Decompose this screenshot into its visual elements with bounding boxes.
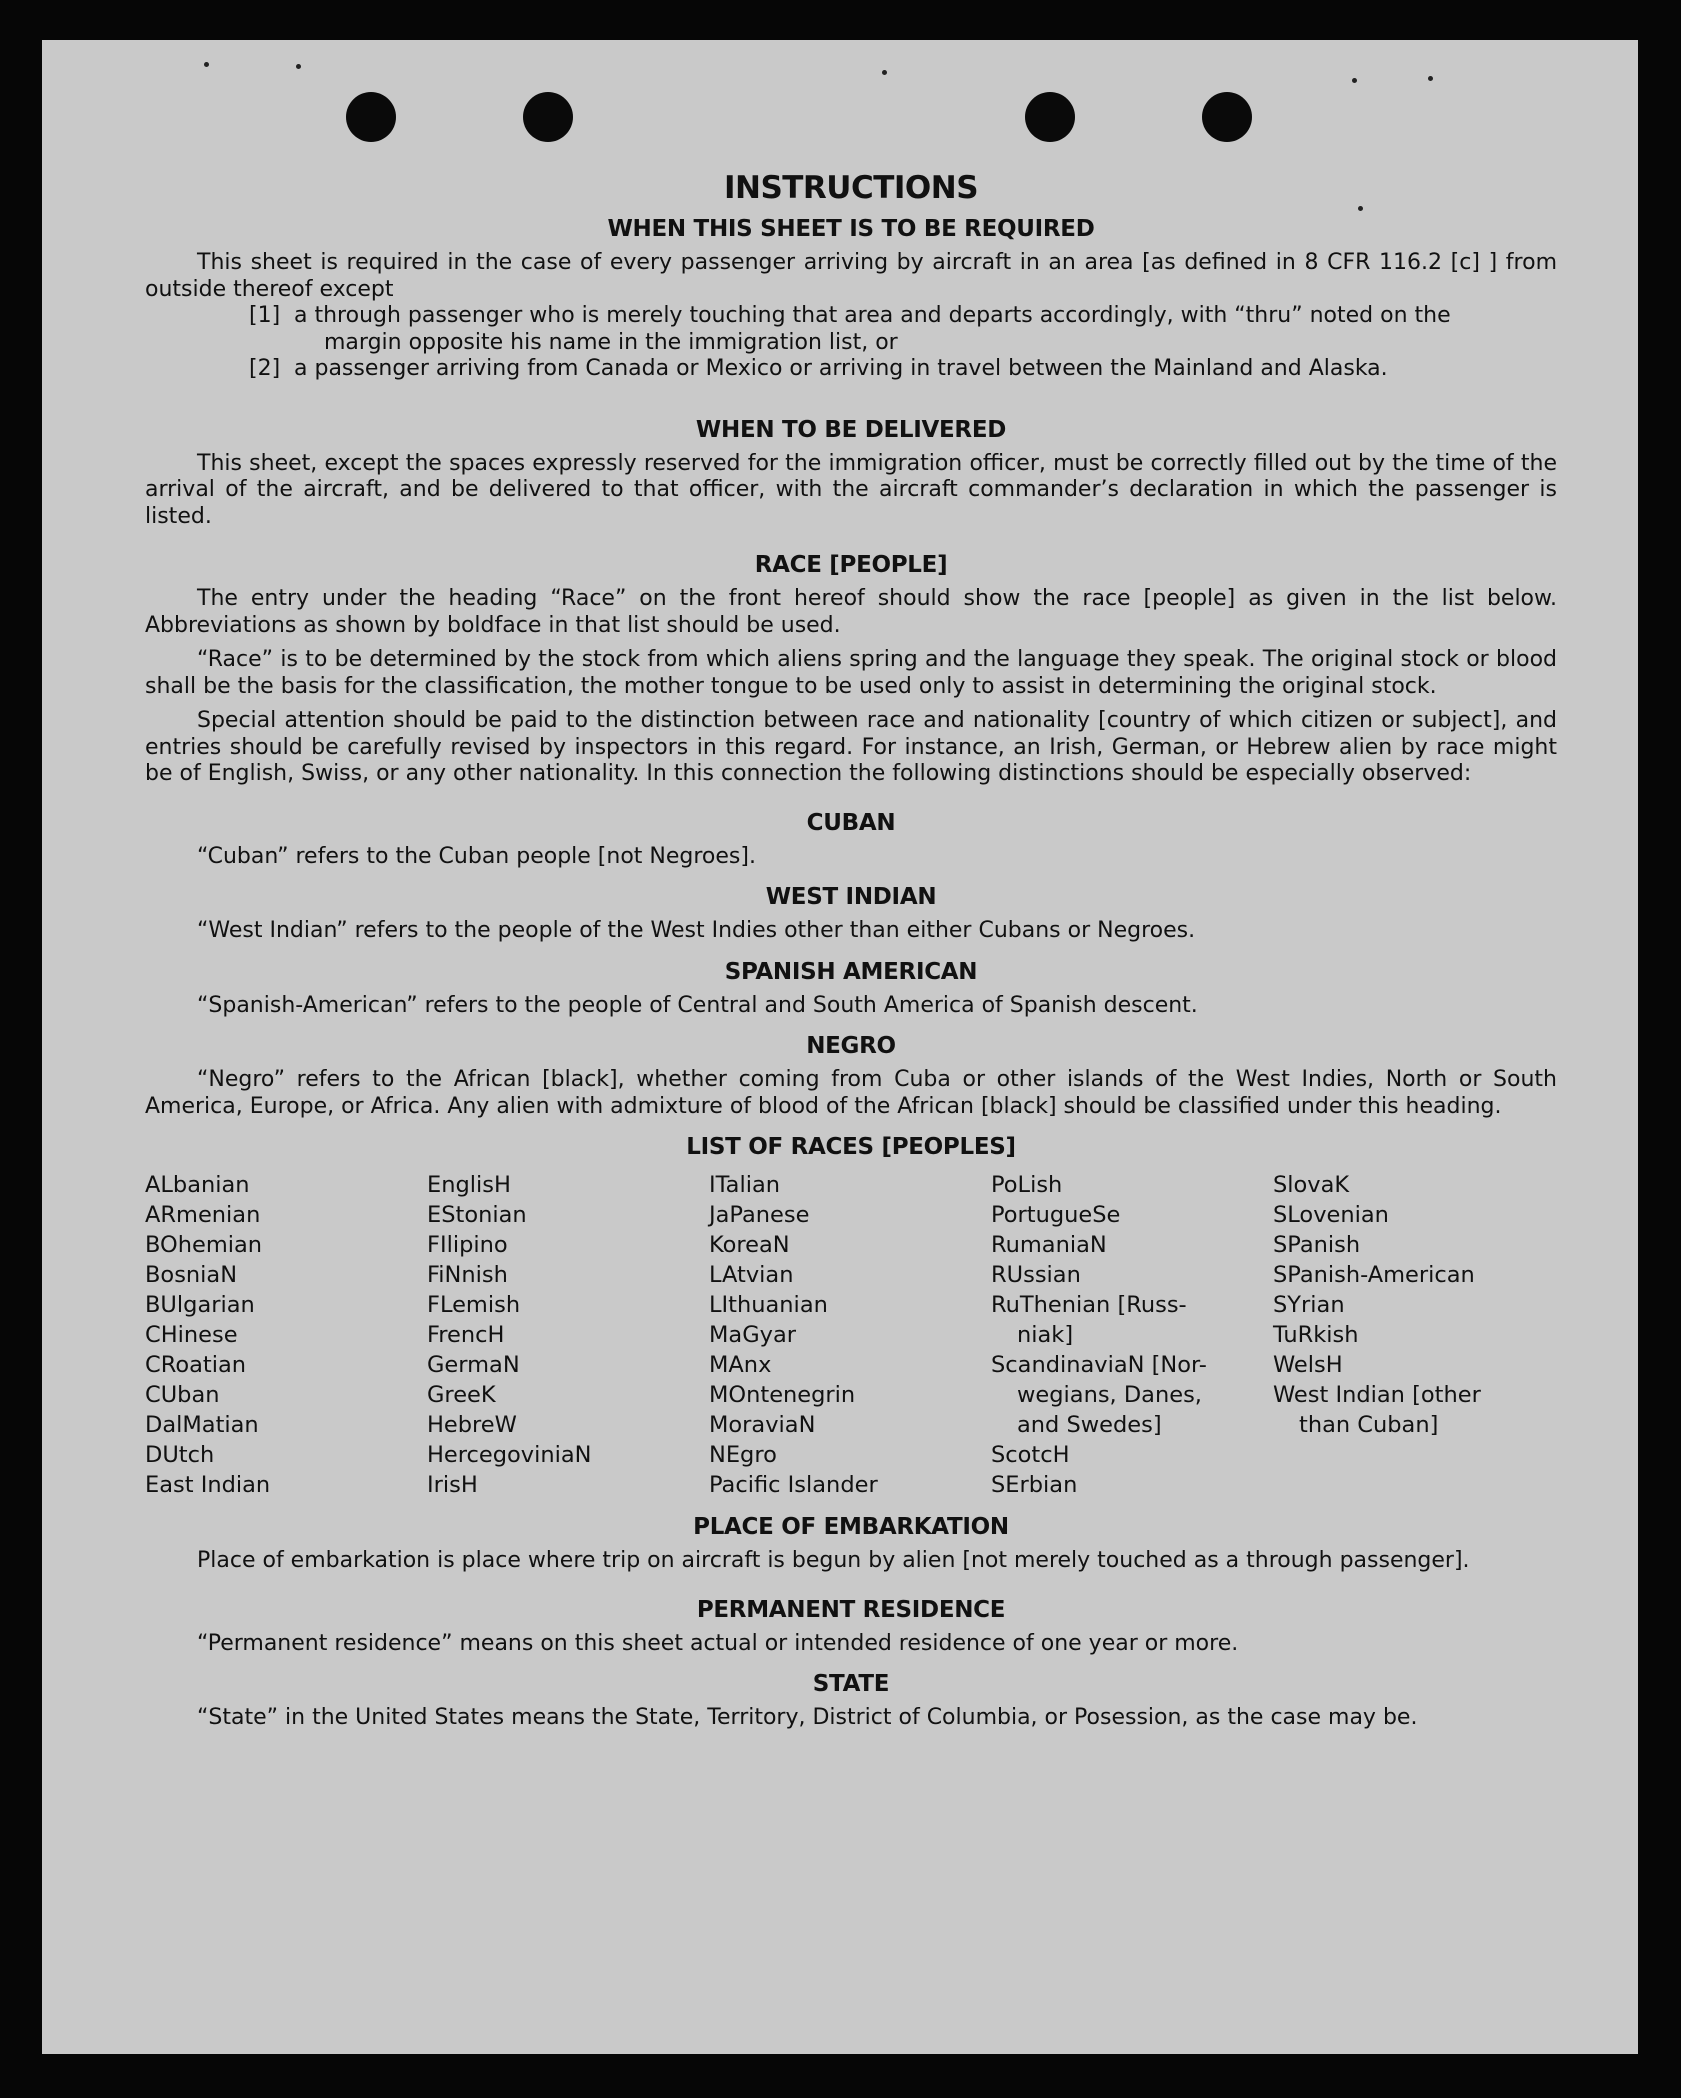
race-entry: MoraviaN <box>709 1412 816 1438</box>
race-entry: RuThenian [Russ- <box>991 1292 1187 1318</box>
punch-hole <box>523 92 573 142</box>
race-entry: JaPanese <box>709 1202 810 1228</box>
heading-cuban: CUBAN <box>806 809 896 836</box>
race-entry: LAtvian <box>709 1262 794 1288</box>
heading-when-delivered: WHEN TO BE DELIVERED <box>695 416 1007 443</box>
heading-west-indian: WEST INDIAN <box>765 884 937 910</box>
exception-item <box>249 303 1557 356</box>
heading-race: RACE [PEOPLE] <box>754 552 948 578</box>
race-entry: ALbanian <box>145 1172 250 1198</box>
race-entry: MAnx <box>709 1352 772 1378</box>
punch-hole <box>1202 92 1252 142</box>
race-entry: SPanish-American <box>1273 1262 1475 1288</box>
punch-hole <box>346 92 396 142</box>
race-entry: GermaN <box>427 1352 520 1378</box>
negro-text: “Negro” refers to the African [black], whether coming from Cuba or other islands of the West Indies, North or South America, Europe, or Africa. Any alien with admixture of blood of the African [black] should be classified under this heading. <box>145 1067 1557 1119</box>
race-entry: CHinese <box>145 1322 238 1348</box>
heading-negro: NEGRO <box>806 1033 896 1059</box>
race-entry: PortugueSe <box>991 1202 1121 1228</box>
race-entry: ARmenian <box>145 1202 261 1228</box>
race-entry: BOhemian <box>145 1232 263 1258</box>
when-delivered-text: This sheet, except the spaces expressly reserved for the immigration officer, must be correctly filled out by the time of the arrival of the aircraft, and be delivered to that officer, with the aircraft commander’s declaration in which the passenger is listed. <box>145 450 1557 529</box>
race-entry: FiNnish <box>427 1262 508 1288</box>
embarkation-text: Place of embarkation is place where trip on aircraft is begun by alien [not merely touched as a through passenger]. <box>197 1548 1470 1573</box>
speck <box>1428 76 1433 81</box>
race-entry: ScotcH <box>991 1442 1070 1468</box>
race-entry: NEgro <box>709 1442 777 1468</box>
heading-state: STATE <box>812 1671 890 1697</box>
race-entry: EStonian <box>427 1202 527 1228</box>
when-required-intro: This sheet is required in the case of every passenger arriving by aircraft in an area [as defined in 8 CFR 116.2 [c] ] from outside thereof except <box>145 250 1557 302</box>
speck <box>204 62 209 67</box>
punch-hole <box>1025 92 1075 142</box>
race-entry: EnglisH <box>427 1172 511 1198</box>
permanent-residence-text: “Permanent residence” means on this sheet actual or intended residence of one year or more. <box>197 1630 1239 1656</box>
heading-spanish-american: SPANISH AMERICAN <box>724 958 978 985</box>
heading-embarkation: PLACE OF EMBARKATION <box>693 1514 1009 1540</box>
race-entry: DUtch <box>145 1442 215 1468</box>
speck <box>882 70 887 75</box>
state-text: “State” in the United States means the State, Territory, District of Columbia, or Posession, as the case may be. <box>197 1705 1418 1730</box>
instructions-content <box>145 170 1557 1732</box>
race-entry: ITalian <box>709 1172 780 1198</box>
item-text-continued: margin opposite his name in the immigration list, or <box>324 329 898 355</box>
race-entry: BUlgarian <box>145 1292 255 1318</box>
race-entry: KoreaN <box>709 1232 790 1258</box>
race-entry: SErbian <box>991 1472 1078 1498</box>
heading-permanent-residence: PERMANENT RESIDENCE <box>696 1596 1006 1623</box>
page-title: INSTRUCTIONS <box>723 170 979 206</box>
race-entry: WelsH <box>1273 1352 1343 1378</box>
race-entry: wegians, Danes, <box>1017 1382 1202 1408</box>
west-indian-text: “West Indian” refers to the people of the West Indies other than either Cubans or Negroes. <box>197 918 1196 943</box>
race-entry: FLemish <box>427 1292 521 1318</box>
speck <box>296 64 301 69</box>
race-entry: ScandinaviaN [Nor- <box>991 1352 1207 1378</box>
race-entry: DalMatian <box>145 1412 259 1438</box>
race-entry: FIlipino <box>427 1232 508 1258</box>
document-page <box>42 40 1638 2054</box>
race-entry: SYrian <box>1273 1292 1345 1318</box>
race-entry: BosniaN <box>145 1262 238 1288</box>
race-entry: West Indian [other <box>1273 1382 1481 1408</box>
speck <box>1352 78 1357 83</box>
race-paragraph-3: Special attention should be paid to the distinction between race and nationality [country of which citizen or subject], and entries should be carefully revised by inspectors in this regard. For instance, an Irish, German, or Hebrew alien by race might be of English, Swiss, or any other nationality. In this connection the following distinctions should be especially observed: <box>145 708 1557 786</box>
item-number: [2] <box>249 356 281 381</box>
race-entry: RUssian <box>991 1262 1081 1288</box>
exception-item <box>249 356 1557 383</box>
race-entry: SLovenian <box>1273 1202 1389 1228</box>
race-entry: SlovaK <box>1273 1172 1350 1198</box>
heading-when-required: WHEN THIS SHEET IS TO BE REQUIRED <box>607 216 1095 242</box>
item-text: a through passenger who is merely touching that area and departs accordingly, with “thru” noted on the <box>294 303 1451 328</box>
race-entry: SPanish <box>1273 1232 1361 1258</box>
race-entry: MOntenegrin <box>709 1382 856 1408</box>
race-entry <box>1273 1440 1555 1470</box>
race-entry: MaGyar <box>709 1322 796 1348</box>
race-entry: Pacific Islander <box>709 1472 878 1498</box>
race-paragraph-1: The entry under the heading “Race” on the front hereof should show the race [people] as given in the list below. Abbreviations as shown by boldface in that list should be used. <box>145 586 1557 638</box>
race-entry: and Swedes] <box>1017 1412 1162 1438</box>
race-entry: HercegoviniaN <box>427 1442 592 1468</box>
race-entry: LIthuanian <box>709 1292 828 1318</box>
race-entry: than Cuban] <box>1299 1412 1439 1438</box>
race-entry: GreeK <box>427 1382 496 1408</box>
item-text: a passenger arriving from Canada or Mexico or arriving in travel between the Mainland and Alaska. <box>294 356 1388 381</box>
race-entry: RumaniaN <box>991 1232 1107 1258</box>
heading-list-of-races: LIST OF RACES [PEOPLES] <box>686 1134 1016 1160</box>
race-entry: HebreW <box>427 1412 517 1438</box>
race-entry: FrencH <box>427 1322 505 1348</box>
spanish-american-text: “Spanish-American” refers to the people of Central and South America of Spanish descent. <box>197 992 1198 1018</box>
race-entry: East Indian <box>145 1472 271 1498</box>
race-entry: CUban <box>145 1382 220 1408</box>
race-entry: IrisH <box>427 1472 478 1498</box>
item-number: [1] <box>249 303 281 328</box>
race-paragraph-2: “Race” is to be determined by the stock from which aliens spring and the language they speak. The original stock or blood shall be the basis for the classification, the mother tongue to be used only to assist in determining the original stock. <box>145 647 1557 699</box>
race-entry: niak] <box>1017 1322 1074 1348</box>
cuban-text: “Cuban” refers to the Cuban people [not Negroes]. <box>197 843 756 869</box>
race-entry: PoLish <box>991 1172 1063 1198</box>
races-list <box>145 1170 1557 1500</box>
race-entry: CRoatian <box>145 1352 247 1378</box>
race-entry <box>1273 1470 1555 1500</box>
race-entry: TuRkish <box>1273 1322 1359 1348</box>
